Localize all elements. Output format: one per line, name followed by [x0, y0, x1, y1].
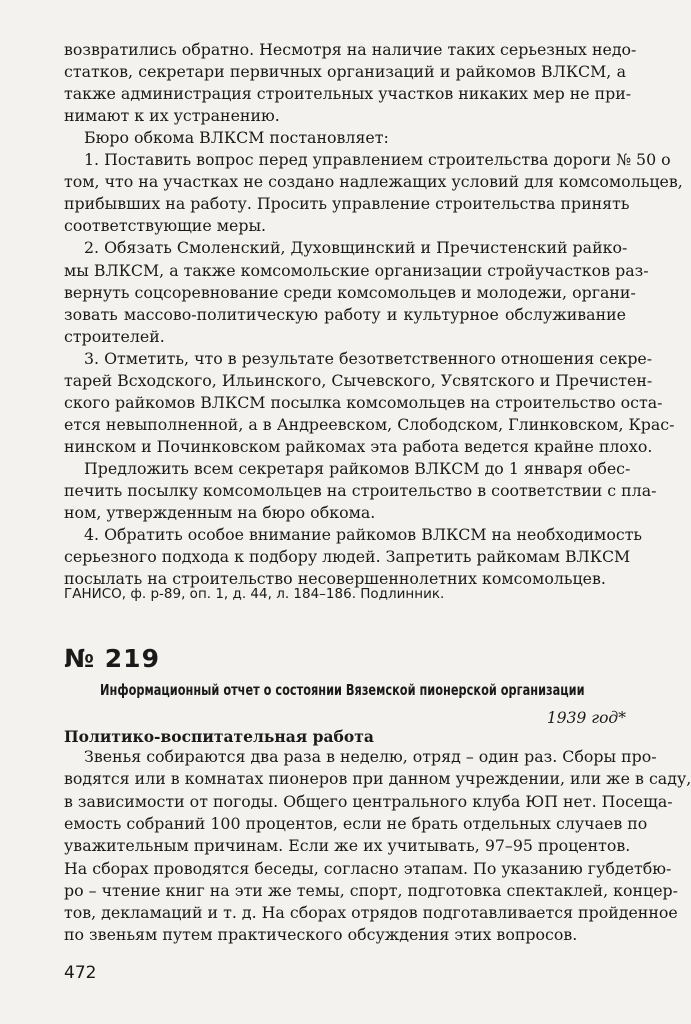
- text-line: На сборах проводятся беседы, согласно этапам. По указанию губдетбю-: [64, 858, 672, 878]
- source-note: ГАНИСО, ф. р-89, оп. 1, д. 44, л. 184–186. Подлинник.: [64, 586, 445, 602]
- text-line: по звеньям путем практического обсуждения этих вопросов.: [64, 925, 578, 945]
- text-line: тов, декламаций и т. д. На сборах отрядов подготавливается пройденное: [64, 903, 678, 923]
- text-line: 4. Обратить особое внимание райкомов ВЛКСМ на необходимость: [84, 525, 643, 545]
- text-line: ро – чтение книг на эти же темы, спорт, подготовка спектаклей, концер-: [64, 880, 678, 900]
- text-line: вернуть соцсоревнование среди комсомольцев и молодежи, органи-: [64, 282, 636, 302]
- text-line: мы ВЛКСМ, а также комсомольские организации стройучастков раз-: [64, 260, 649, 280]
- document-number: № 219: [64, 644, 160, 673]
- text-line: тарей Всходского, Ильинского, Сычевского, Усвятского и Пречистен-: [64, 370, 653, 390]
- document-date: 1939 год*: [546, 709, 626, 727]
- text-line: статков, секретари первичных организаций и райкомов ВЛКСМ, а: [64, 62, 626, 82]
- text-line: посылать на строительство несовершеннолетних комсомольцев.: [64, 569, 606, 589]
- text-line: 1. Поставить вопрос перед управлением строительства дороги № 50 о: [84, 150, 671, 170]
- text-line: том, что на участках не создано надлежащих условий для комсомольцев,: [64, 172, 683, 192]
- text-line: соответствующие меры.: [64, 216, 267, 236]
- text-line: уважительным причинам. Если же их учитывать, 97–95 процентов.: [64, 836, 631, 856]
- text-line: ского райкомов ВЛКСМ посылка комсомольцев на строительство оста-: [64, 392, 663, 412]
- text-line: возвратились обратно. Несмотря на наличие таких серьезных недо-: [64, 40, 637, 59]
- text-line: 2. Обязать Смоленский, Духовщинский и Пречистенский райко-: [84, 238, 628, 258]
- text-line: строителей.: [64, 326, 165, 346]
- document-title: Информационный отчет о состоянии Вяземской пионерской организации: [100, 681, 585, 699]
- text-line: Предложить всем секретаря райкомов ВЛКСМ до 1 января обес-: [84, 458, 631, 478]
- section-heading: Политико-воспитательная работа: [64, 727, 374, 746]
- text-line: Звенья собираются два раза в неделю, отряд – один раз. Сборы про-: [84, 747, 657, 766]
- text-line: водятся или в комнатах пионеров при данном учреждении, или же в саду,: [64, 769, 691, 789]
- text-line: 3. Отметить, что в результате безответственного отношения секре-: [84, 348, 653, 368]
- page-number: 472: [64, 963, 97, 983]
- text-line: нинском и Починковском райкомах эта работа ведется крайне плохо.: [64, 436, 653, 456]
- text-line: также администрация строительных участков никаких мер не при-: [64, 84, 632, 104]
- text-line: печить посылку комсомольцев на строительство в соответствии с пла-: [64, 481, 657, 500]
- text-line: нимают к их устранению.: [64, 106, 280, 126]
- text-line: зовать массово-политическую работу и культурное обслуживание: [64, 304, 626, 324]
- text-line: ном, утвержденным на бюро обкома.: [64, 503, 376, 523]
- text-line: емость собраний 100 процентов, если не брать отдельных случаев по: [64, 813, 648, 833]
- text-line: ется невыполненной, а в Андреевском, Слободском, Глинковском, Крас-: [64, 414, 675, 434]
- text-line: Бюро обкома ВЛКСМ постановляет:: [84, 128, 389, 148]
- text-line: в зависимости от погоды. Общего центрального клуба ЮП нет. Посеща-: [64, 791, 673, 811]
- text-line: прибывших на работу. Просить управление строительства принять: [64, 194, 630, 214]
- text-line: серьезного подхода к подбору людей. Запретить райкомам ВЛКСМ: [64, 547, 631, 567]
